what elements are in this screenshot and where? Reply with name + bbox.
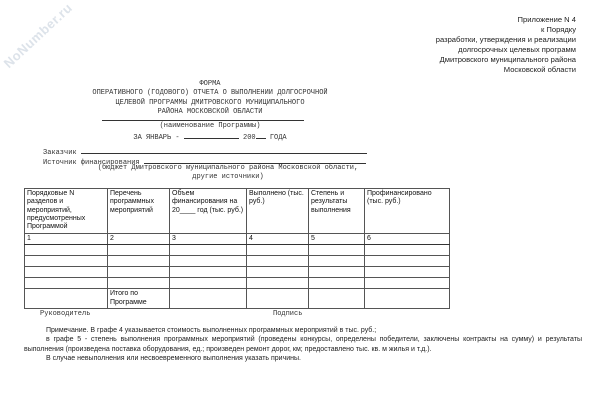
funding-source-blank[interactable] (144, 156, 366, 164)
table-total-row (25, 289, 450, 309)
table-header-cell: Порядковые N разделов и мероприятий, предусмотренных Программой (25, 189, 108, 234)
table-cell[interactable] (108, 278, 170, 289)
program-name-blank[interactable] (102, 120, 304, 121)
table-cell[interactable] (309, 245, 365, 256)
period-suffix: ГОДА (269, 134, 287, 142)
table-header-cell: Степень и результаты выполнения (309, 189, 365, 234)
column-number-cell: 3 (170, 234, 247, 245)
table-header-cell: Профинансировано (тыс. руб.) (365, 189, 450, 234)
funding-source-note (83, 164, 373, 181)
table-cell[interactable] (365, 278, 450, 289)
table-cell[interactable] (365, 267, 450, 278)
table-cell[interactable] (247, 278, 309, 289)
appendix-line: разработки, утверждения и реализации (435, 35, 576, 44)
table-row (25, 245, 450, 256)
table-cell[interactable] (247, 289, 309, 309)
table-row (25, 278, 450, 289)
table-header-cell: Выполнено (тыс. руб.) (247, 189, 309, 234)
head-label: Руководитель (40, 310, 91, 318)
customer-label: Заказчик (43, 149, 77, 157)
table-row (25, 267, 450, 278)
table-cell[interactable] (247, 256, 309, 267)
column-number-cell: 2 (108, 234, 170, 245)
table-cell[interactable] (25, 278, 108, 289)
appendix-line: к Порядку (541, 25, 576, 34)
appendix-header (436, 15, 576, 75)
table-row (25, 256, 450, 267)
column-number-cell: 6 (365, 234, 450, 245)
report-period (60, 131, 360, 142)
table-cell[interactable] (247, 267, 309, 278)
column-number-cell: 4 (247, 234, 309, 245)
table-cell[interactable] (170, 267, 247, 278)
table-cell[interactable] (309, 289, 365, 309)
table-column-numbers-row (25, 234, 450, 245)
table-cell[interactable] (309, 267, 365, 278)
table-cell[interactable] (309, 278, 365, 289)
appendix-line: долгосрочных целевых программ (458, 45, 576, 54)
period-prefix: ЗА ЯНВАРЬ - (133, 134, 180, 142)
form-title-line: ОПЕРАТИВНОГО (ГОДОВОГО) ОТЧЕТА О ВЫПОЛНЕНИИ ДОЛГОСРОЧНОЙ (92, 89, 328, 98)
table-cell[interactable] (108, 245, 170, 256)
table-cell[interactable] (365, 289, 450, 309)
appendix-line: Московской области (503, 65, 576, 74)
period-year-blank[interactable] (256, 131, 266, 139)
form-title-line: ФОРМА (199, 80, 221, 88)
column-number-cell: 5 (309, 234, 365, 245)
period-month-blank[interactable] (184, 131, 239, 139)
table-cell[interactable] (365, 245, 450, 256)
program-name-caption: (наименование Программы) (159, 122, 261, 130)
funding-source-note-line: другие источники) (192, 172, 264, 181)
table-cell[interactable] (25, 289, 108, 309)
form-title-line: ЦЕЛЕВОЙ ПРОГРАММЫ ДМИТРОВСКОГО МУНИЦИПАЛЬНОГО (115, 98, 305, 107)
table-cell[interactable] (247, 245, 309, 256)
watermark: NoNumber.ru (0, 0, 76, 71)
table-cell[interactable] (25, 267, 108, 278)
notes (24, 326, 582, 363)
note-line: в графе 5 - степень выполнения программных мероприятий (проведены конкурсы, определены победители, заключены контракты на сумму) и результаты выполнения (произведена поставка оборудования, ед.; произведен ремонт дорог, км; предоставлено тыс. кв. м жилья и т.д.). (24, 336, 582, 353)
column-number-cell: 1 (25, 234, 108, 245)
table-header-cell: Перечень программных мероприятий (108, 189, 170, 234)
table-header-cell: Объем финансирования на 20____ год (тыс. руб.) (170, 189, 247, 234)
note-line: Примечание. В графе 4 указывается стоимость выполненных программных мероприятий в тыс. руб.; (46, 327, 377, 334)
funding-source-note-line: (бюджет Дмитровского муниципального района Московской области, (97, 164, 359, 172)
form-title-line: РАЙОНА МОСКОВСКОЙ ОБЛАСТИ (157, 107, 263, 116)
table-cell[interactable] (25, 256, 108, 267)
period-year: 200 (243, 134, 256, 142)
table-cell[interactable] (309, 256, 365, 267)
table-cell[interactable] (170, 245, 247, 256)
table-cell[interactable] (108, 267, 170, 278)
total-label: Итого по Программе (108, 289, 170, 309)
table-cell[interactable] (170, 256, 247, 267)
table-header-row (25, 189, 450, 234)
appendix-line: Приложение N 4 (517, 15, 576, 24)
form-title (60, 80, 360, 117)
customer-blank[interactable] (81, 146, 367, 154)
signature-label: Подпись (273, 310, 303, 318)
table-cell[interactable] (108, 256, 170, 267)
report-table (24, 188, 450, 309)
note-line: В случае невыполнения или несвоевременного выполнения указать причины. (46, 354, 301, 362)
appendix-line: Дмитровского муниципального района (439, 55, 576, 64)
funding-source-label: Источник финансирования (43, 159, 140, 167)
table-cell[interactable] (365, 256, 450, 267)
table-cell[interactable] (25, 245, 108, 256)
table-cell[interactable] (170, 278, 247, 289)
table-cell[interactable] (170, 289, 247, 309)
